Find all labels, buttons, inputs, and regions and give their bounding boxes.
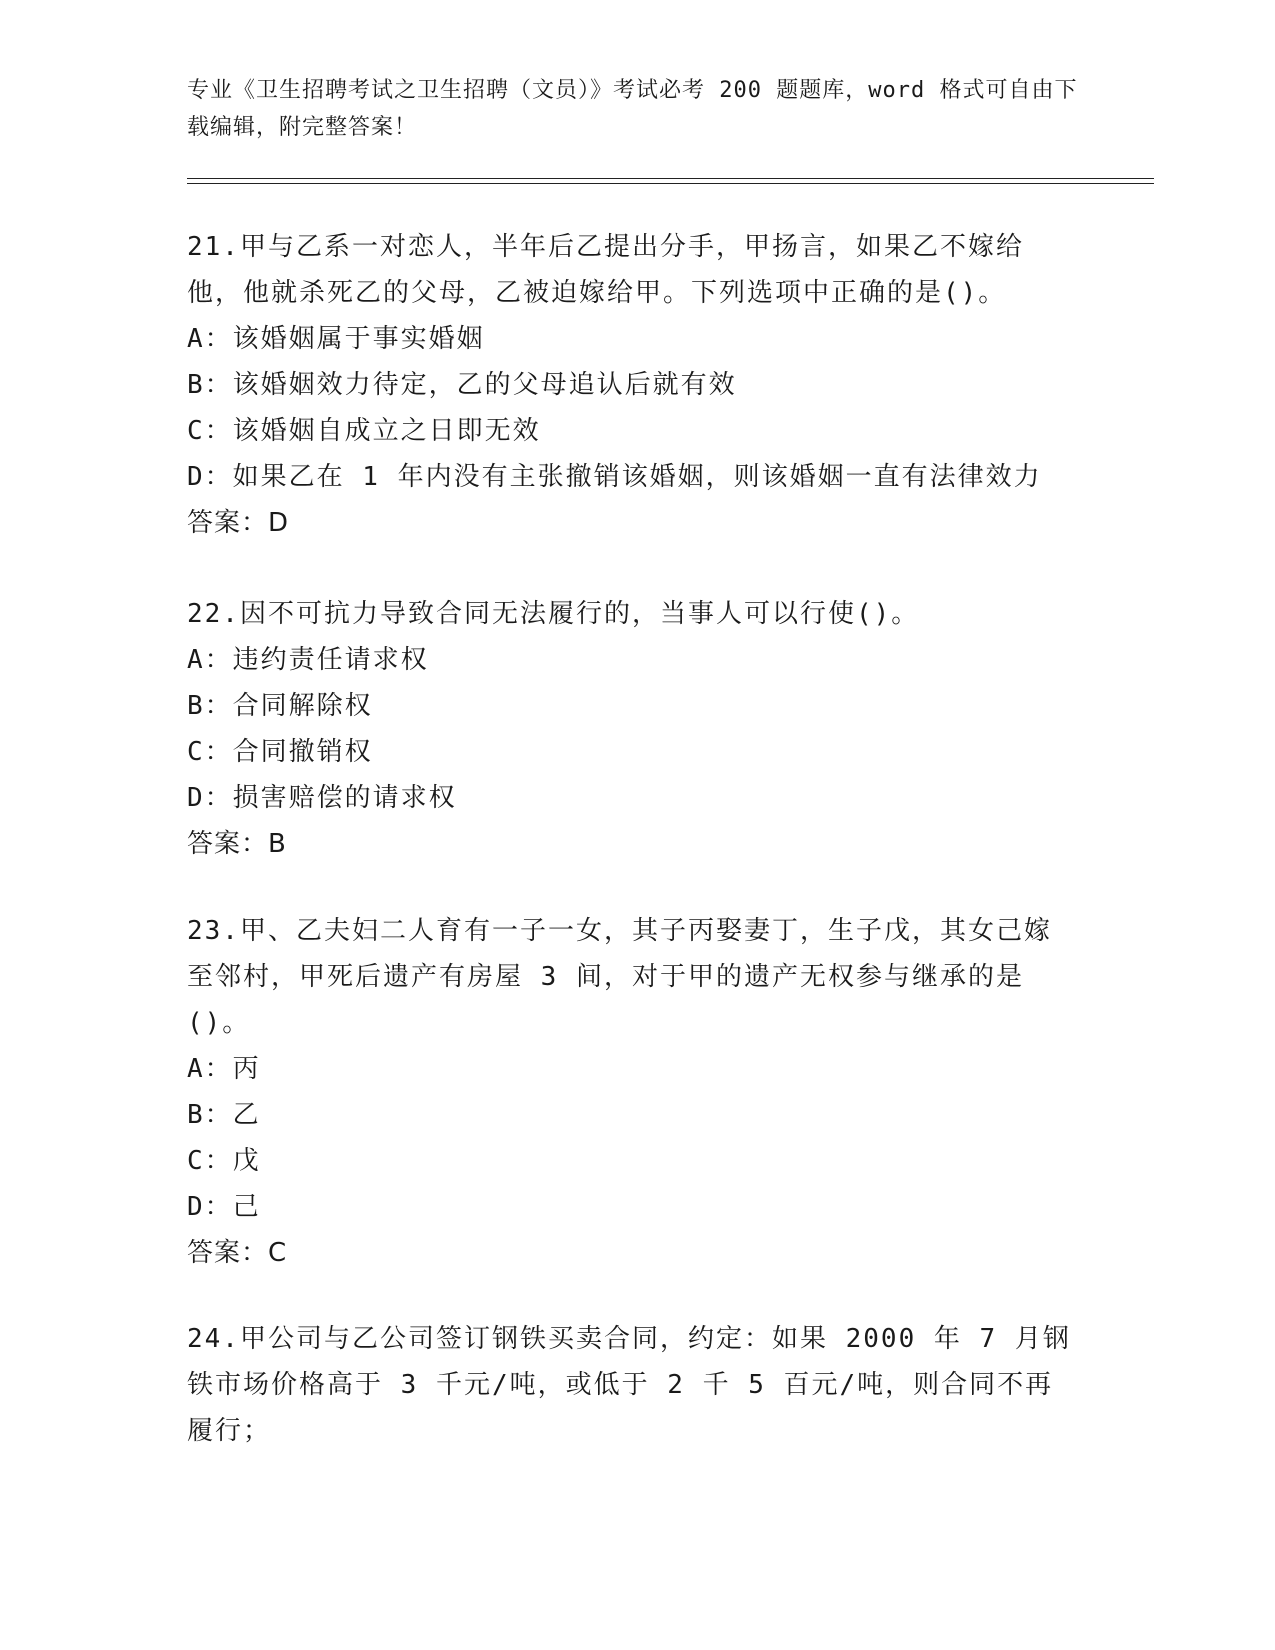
answer-line: 答案：B (187, 829, 287, 859)
question-stem: 22.因不可抗力导致合同无法履行的，当事人可以行使()。 (187, 599, 920, 629)
answer-line: 答案：C (187, 1238, 288, 1268)
question-24 (187, 1316, 1077, 1454)
option-b: B：该婚姻效力待定，乙的父母追认后就有效 (187, 370, 737, 400)
question-stem: 21.甲与乙系一对恋人，半年后乙提出分手，甲扬言，如果乙不嫁给他，他就杀死乙的父母，乙被迫嫁给甲。下列选项中正确的是()。 (187, 232, 1024, 308)
option-d: D：损害赔偿的请求权 (187, 783, 457, 813)
option-d: D：己 (187, 1192, 261, 1222)
question-stem: 24.甲公司与乙公司签订钢铁买卖合同，约定：如果 2000 年 7 月钢铁市场价格高于 3 千元/吨，或低于 2 千 5 百元/吨，则合同不再履行； (187, 1324, 1071, 1446)
option-c: C：合同撤销权 (187, 737, 373, 767)
header-divider-top (187, 178, 1154, 179)
answer-line: 答案：D (187, 508, 290, 538)
option-d: D：如果乙在 1 年内没有主张撤销该婚姻，则该婚姻一直有法律效力 (187, 462, 1042, 492)
question-21 (187, 224, 1077, 546)
option-a: A：违约责任请求权 (187, 645, 429, 675)
header-divider-bottom (187, 183, 1154, 184)
option-b: B：合同解除权 (187, 691, 373, 721)
option-b: B：乙 (187, 1100, 261, 1130)
option-c: C：该婚姻自成立之日即无效 (187, 416, 541, 446)
option-c: C：戊 (187, 1146, 261, 1176)
question-22 (187, 591, 1077, 867)
option-a: A：丙 (187, 1054, 261, 1084)
document-header: 专业《卫生招聘考试之卫生招聘（文员）》考试必考 200 题题库，word 格式可自由下载编辑，附完整答案！ (187, 78, 1078, 140)
question-23 (187, 908, 1077, 1276)
option-a: A：该婚姻属于事实婚姻 (187, 324, 485, 354)
question-stem: 23.甲、乙夫妇二人育有一子一女，其子丙娶妻丁，生子戊，其女己嫁至邻村，甲死后遗产有房屋 3 间，对于甲的遗产无权参与继承的是()。 (187, 916, 1052, 1038)
